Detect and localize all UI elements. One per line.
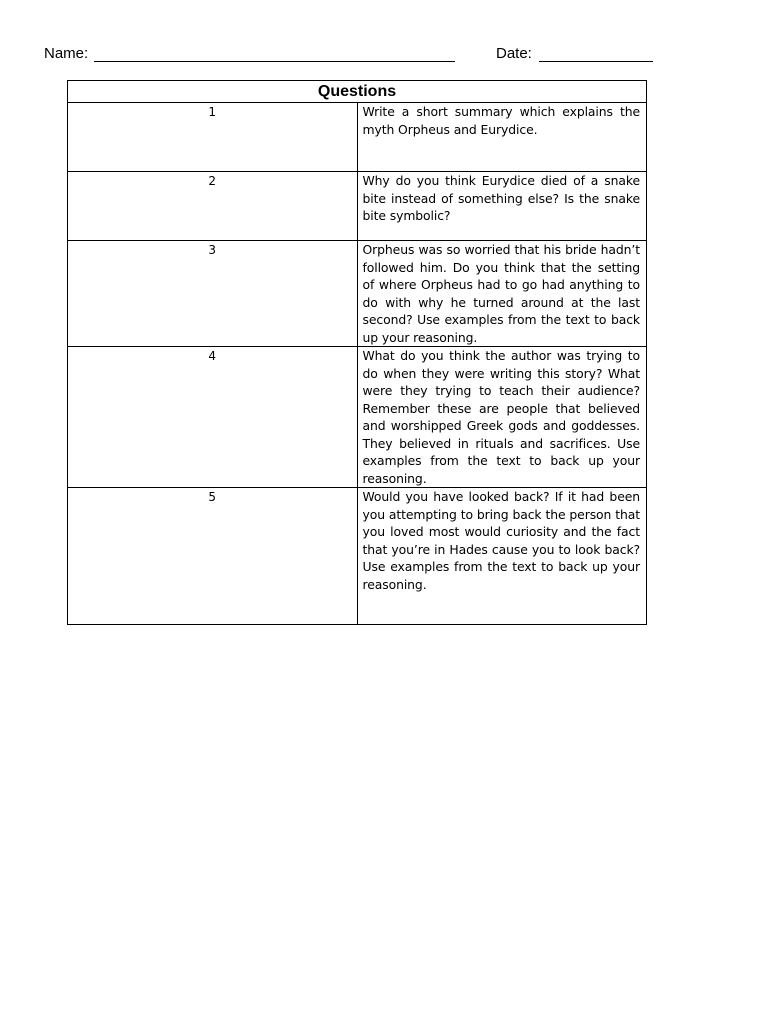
name-field-line[interactable] (94, 61, 455, 62)
question-row (68, 172, 647, 241)
question-text: What do you think the author was trying to do when they were writing this story? What were they trying to teach their audience? Remember these are people that believed and worshipped Greek gods and goddesses. They believed in rituals and sacrifices. Use examples from the text to back up your reasoning. (357, 347, 647, 488)
date-label: Date: (496, 45, 532, 62)
question-number: 5 (68, 488, 358, 625)
question-text: Why do you think Eurydice died of a snake bite instead of something else? Is the snake bite symbolic? (357, 172, 647, 241)
name-label: Name: (44, 45, 89, 62)
questions-title: Questions (68, 81, 647, 103)
question-number: 1 (68, 103, 358, 172)
question-number: 2 (68, 172, 358, 241)
question-row (68, 488, 647, 625)
question-text: Would you have looked back? If it had been you attempting to bring back the person that you loved most would curiosity and the fact that you’re in Hades cause you to look back? Use examples from the text to back up your reasoning. (357, 488, 647, 625)
worksheet-header (44, 45, 664, 67)
question-row (68, 241, 647, 347)
question-number: 3 (68, 241, 358, 347)
question-text: Write a short summary which explains the myth Orpheus and Eurydice. (357, 103, 647, 172)
question-row (68, 347, 647, 488)
date-field-line[interactable] (539, 61, 653, 62)
question-number: 4 (68, 347, 358, 488)
question-text: Orpheus was so worried that his bride hadn’t followed him. Do you think that the setting of where Orpheus had to go had anything to do with why he turned around at the last second? Use examples from the text to back up your reasoning. (357, 241, 647, 347)
question-row (68, 103, 647, 172)
questions-table (67, 80, 647, 625)
